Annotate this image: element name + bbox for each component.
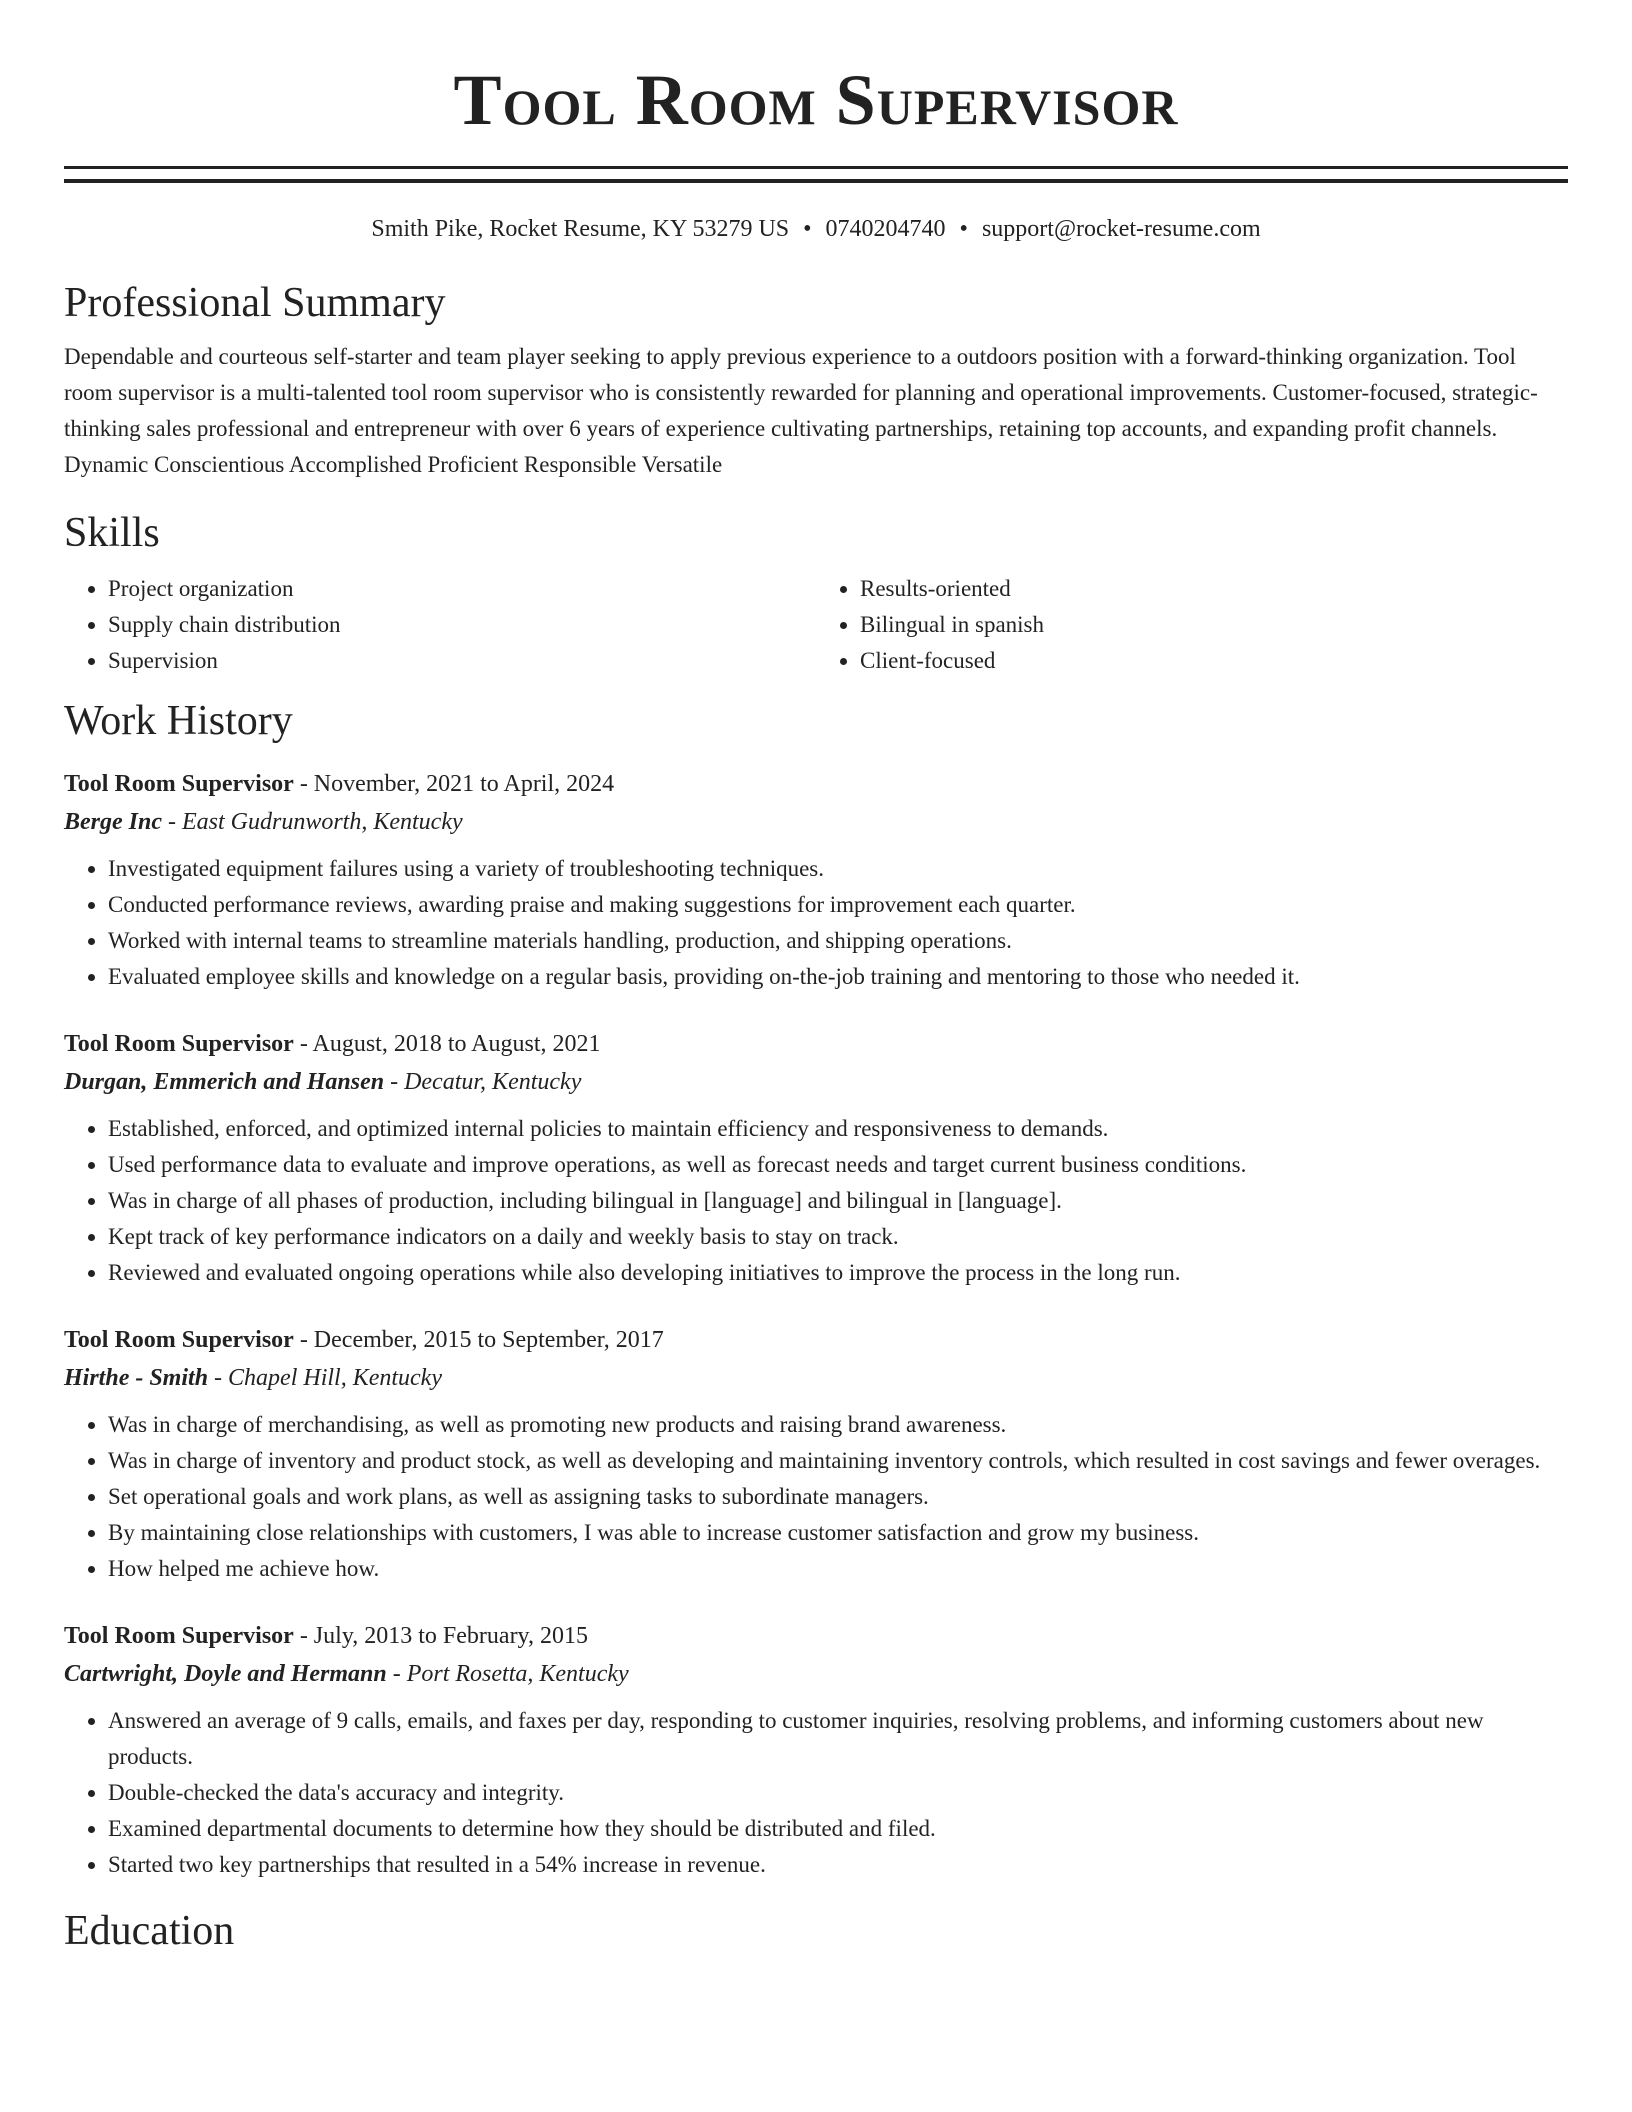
job-header — [64, 765, 1568, 803]
skills-list-right — [816, 571, 1568, 679]
skills-heading: Skills — [64, 510, 160, 556]
skill-item: • Supply chain distribution — [108, 607, 816, 643]
skill-item: • Results-oriented — [860, 571, 1568, 607]
job-company: Berge Inc — [64, 809, 162, 835]
job-bullet: • Worked with internal teams to streamline materials handling, production, and shipping operations. — [108, 923, 1568, 959]
job-role: Tool Room Supervisor — [64, 1327, 294, 1353]
job-location: - Chapel Hill, Kentucky — [208, 1365, 442, 1391]
job-header — [64, 1321, 1568, 1359]
job-bullet: • Kept track of key performance indicators on a daily and weekly basis to stay on track. — [108, 1219, 1568, 1255]
job-company: Cartwright, Doyle and Hermann — [64, 1661, 387, 1687]
job-bullet: • Established, enforced, and optimized internal policies to maintain efficiency and responsiveness to demands. — [108, 1111, 1568, 1147]
job-bullet: • Conducted performance reviews, awarding praise and making suggestions for improvement each quarter. — [108, 887, 1568, 923]
resume-title: Tool Room Supervisor — [453, 60, 1179, 140]
job-company-line — [64, 1655, 1568, 1693]
summary-text: Dependable and courteous self-starter and team player seeking to apply previous experience to a outdoors position with a forward-thinking organization. Tool room supervisor is a multi-talented tool room supervisor who is consistently rewarded for planning and operational improvements. Customer-focused, strategic-thinking sales professional and entrepreneur with over 6 years of experience cultivating partnerships, retaining top accounts, and expanding profit channels. Dynamic Conscientious Accomplished Proficient Responsible Versatile — [64, 344, 1538, 477]
job-location: - Port Rosetta, Kentucky — [386, 1661, 629, 1687]
contact-separator: • — [959, 216, 968, 242]
job-bullet: • Was in charge of inventory and product stock, as well as developing and maintaining inventory controls, which resulted in cost savings and fewer overages. — [108, 1443, 1568, 1479]
work-history-heading: Work History — [64, 698, 293, 744]
job-location: - East Gudrunworth, Kentucky — [162, 809, 463, 835]
contact-email: support@rocket-resume.com — [981, 216, 1261, 242]
resume-page — [64, 0, 1568, 1959]
job-company-line — [64, 803, 1568, 841]
job-entry — [64, 1025, 1568, 1291]
job-bullet: • Was in charge of merchandising, as well as promoting new products and raising brand awareness. — [108, 1407, 1568, 1443]
job-bullet: • Investigated equipment failures using a variety of troubleshooting techniques. — [108, 851, 1568, 887]
job-dates: - November, 2021 to April, 2024 — [293, 771, 615, 797]
header-double-rule — [64, 166, 1568, 183]
skills-list-left — [64, 571, 816, 679]
job-bullet: • Examined departmental documents to determine how they should be distributed and filed. — [108, 1811, 1568, 1847]
job-role: Tool Room Supervisor — [64, 1623, 294, 1649]
skill-item: • Client-focused — [860, 643, 1568, 679]
job-bullet: • Was in charge of all phases of production, including bilingual in [language] and bilingual in [language]. — [108, 1183, 1568, 1219]
job-bullet: • Evaluated employee skills and knowledge on a regular basis, providing on-the-job training and mentoring to those who needed it. — [108, 959, 1568, 995]
job-entry — [64, 1617, 1568, 1883]
job-company: Hirthe - Smith — [64, 1365, 209, 1391]
job-entry — [64, 765, 1568, 995]
job-dates: - August, 2018 to August, 2021 — [293, 1031, 601, 1057]
job-header — [64, 1617, 1568, 1655]
job-bullet: • By maintaining close relationships with customers, I was able to increase customer satisfaction and grow my business. — [108, 1515, 1568, 1551]
job-bullet: • Started two key partnerships that resulted in a 54% increase in revenue. — [108, 1847, 1568, 1883]
job-bullet: • Answered an average of 9 calls, emails, and faxes per day, responding to customer inquiries, resolving problems, and informing customers about new products. — [108, 1703, 1568, 1775]
job-entry — [64, 1321, 1568, 1587]
skills-grid — [64, 571, 1568, 679]
job-dates: - July, 2013 to February, 2015 — [293, 1623, 588, 1649]
job-bullets — [64, 1111, 1568, 1291]
skill-item: • Project organization — [108, 571, 816, 607]
job-company-line — [64, 1063, 1568, 1101]
job-company: Durgan, Emmerich and Hansen — [64, 1069, 385, 1095]
contact-line — [64, 211, 1568, 247]
skill-item: • Supervision — [108, 643, 816, 679]
job-dates: - December, 2015 to September, 2017 — [293, 1327, 664, 1353]
job-location: - Decatur, Kentucky — [384, 1069, 582, 1095]
job-bullet: • Reviewed and evaluated ongoing operations while also developing initiatives to improve the process in the long run. — [108, 1255, 1568, 1291]
summary-heading: Professional Summary — [64, 280, 446, 326]
job-bullets — [64, 1703, 1568, 1883]
job-header — [64, 1025, 1568, 1063]
job-bullet: • Set operational goals and work plans, as well as assigning tasks to subordinate managers. — [108, 1479, 1568, 1515]
job-company-line — [64, 1359, 1568, 1397]
job-role: Tool Room Supervisor — [64, 771, 294, 797]
job-bullet: • Double-checked the data's accuracy and integrity. — [108, 1775, 1568, 1811]
job-bullet: • How helped me achieve how. — [108, 1551, 1568, 1587]
job-bullets — [64, 851, 1568, 995]
contact-phone: 0740204740 — [825, 216, 946, 242]
education-heading: Education — [64, 1908, 235, 1954]
skill-item: • Bilingual in spanish — [860, 607, 1568, 643]
job-bullet: • Used performance data to evaluate and improve operations, as well as forecast needs and target current business conditions. — [108, 1147, 1568, 1183]
job-bullets — [64, 1407, 1568, 1587]
contact-address: Smith Pike, Rocket Resume, KY 53279 US — [371, 216, 790, 242]
job-role: Tool Room Supervisor — [64, 1031, 294, 1057]
contact-separator: • — [803, 216, 812, 242]
